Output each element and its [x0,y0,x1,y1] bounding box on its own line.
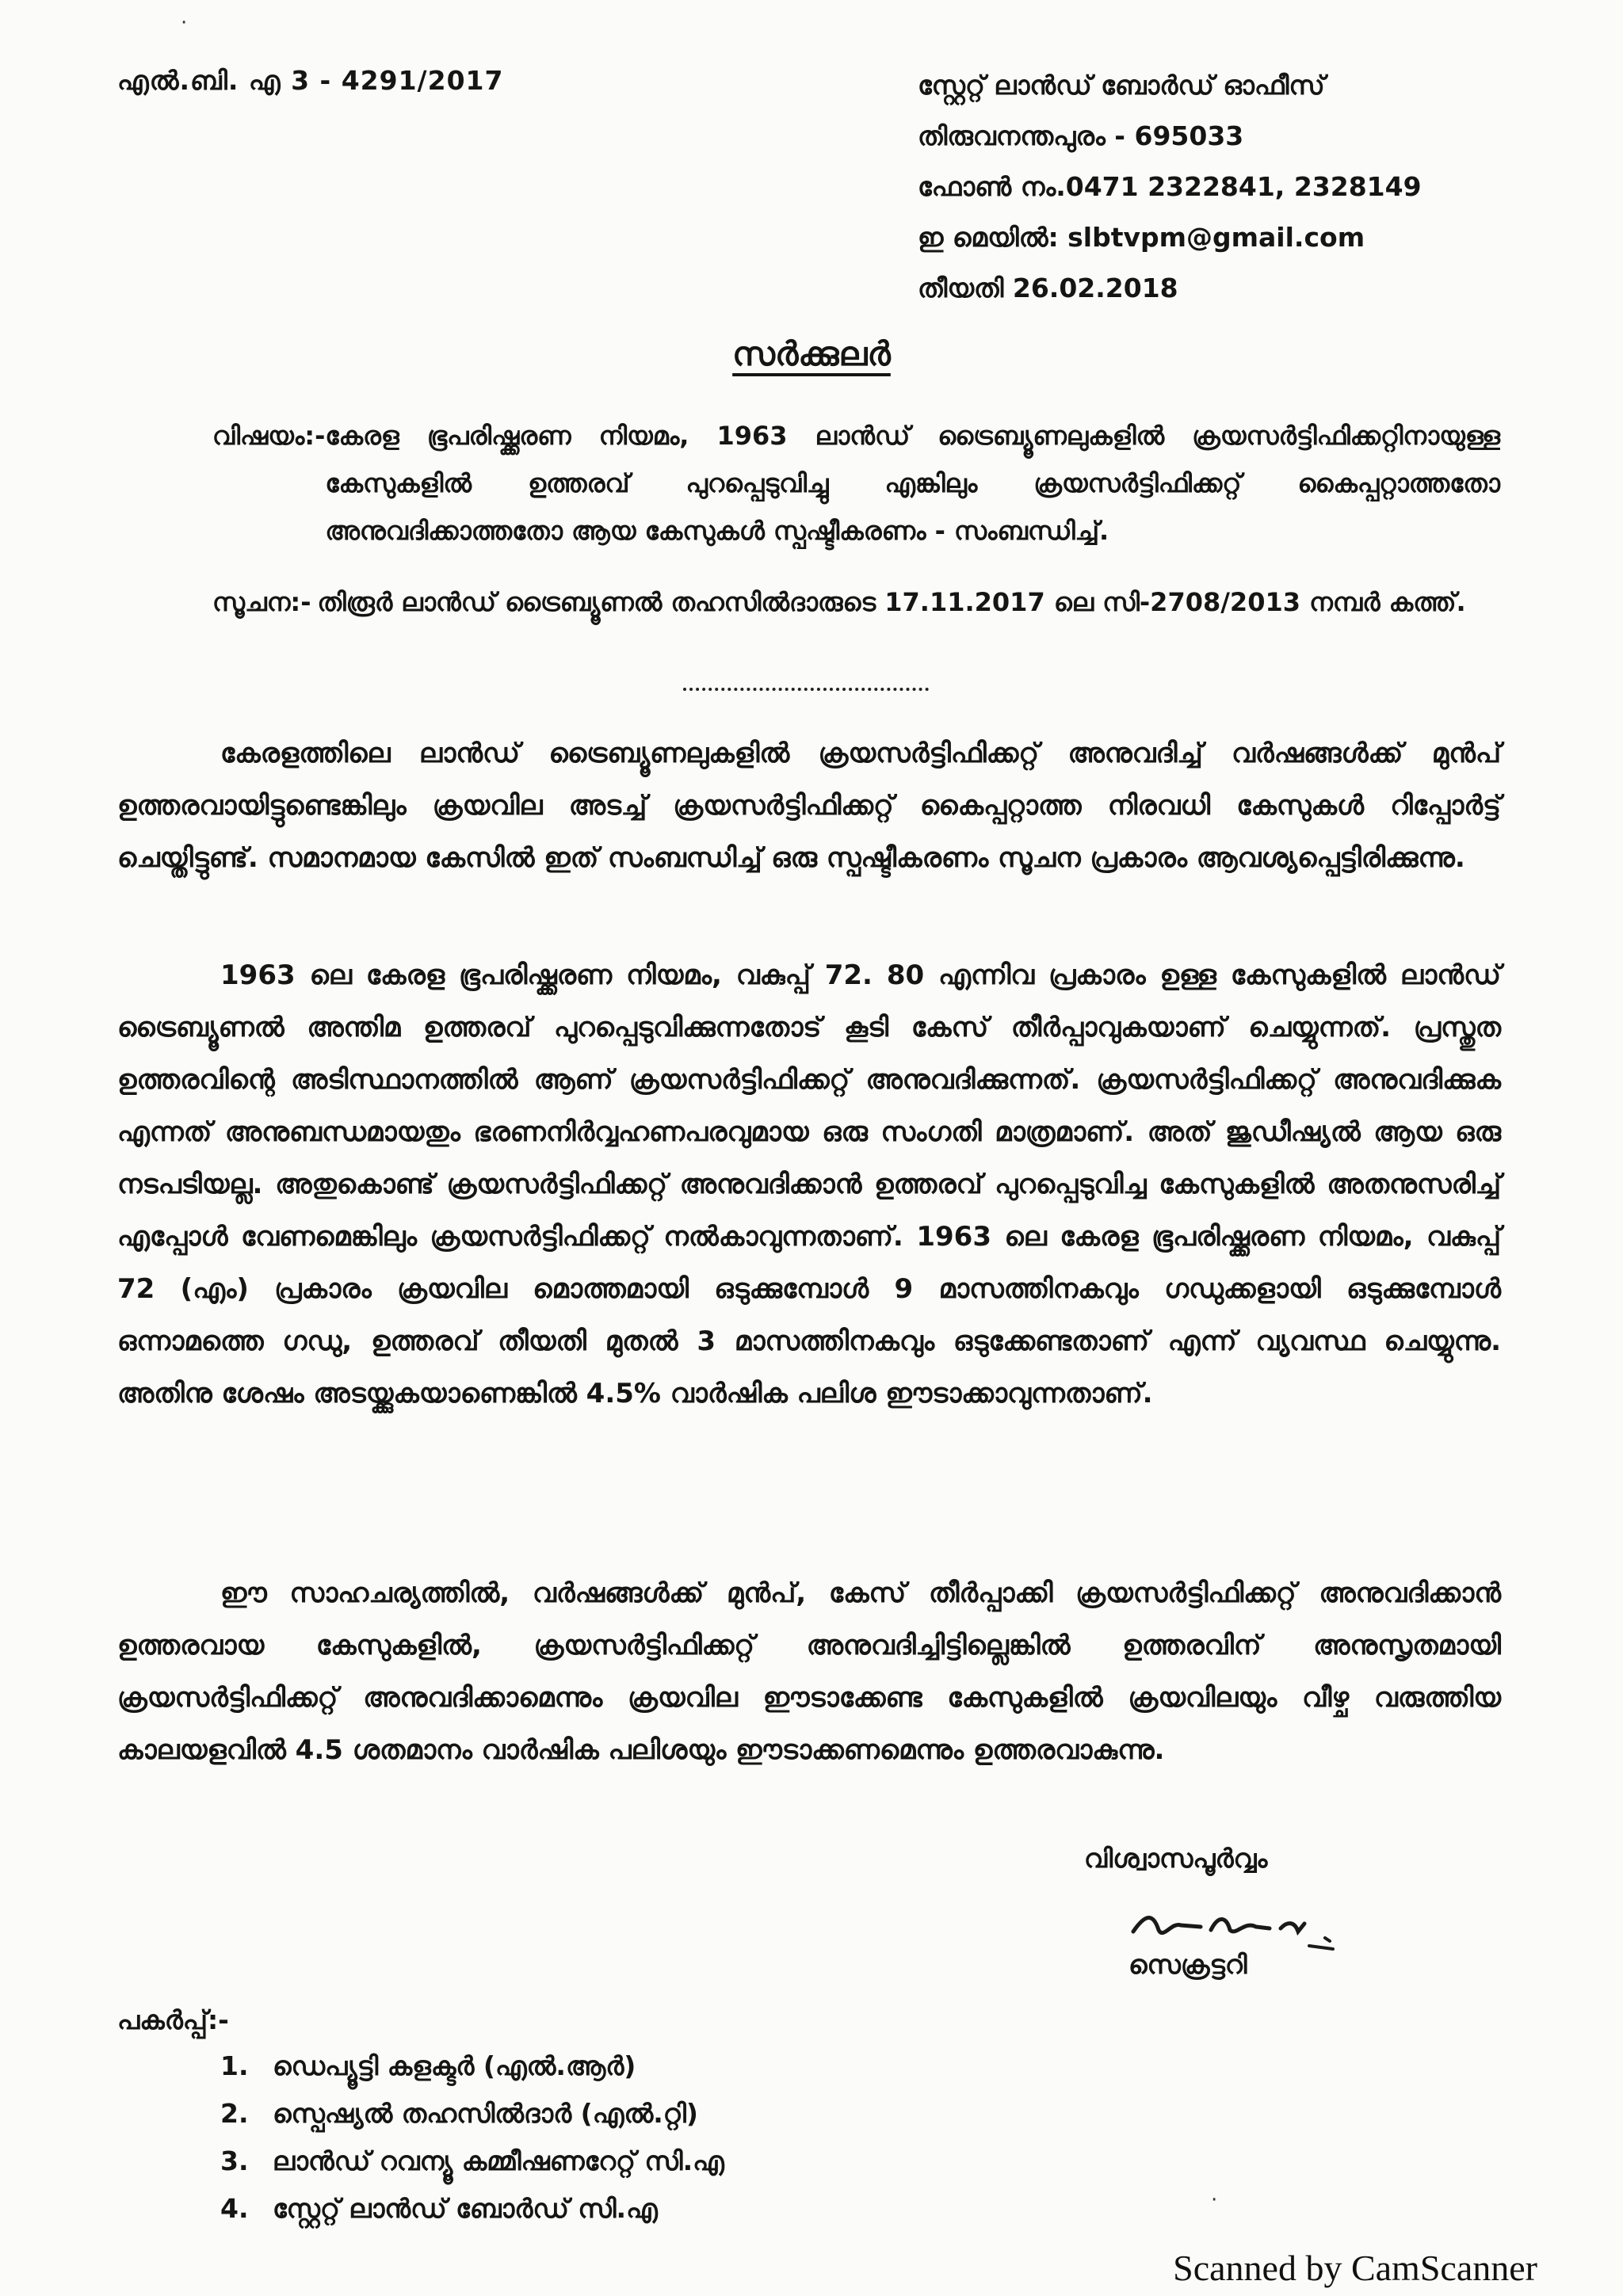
scan-speck: · [1211,2188,1218,2212]
office-phone: ഫോൺ നം.0471 2322841, 2328149 [918,171,1422,202]
subject-block [212,412,1500,555]
list-item [220,2185,724,2233]
list-item-number: 1. [220,2050,249,2081]
list-item [220,2090,724,2138]
reference-text: തിരൂർ ലാൻഡ് ട്രൈബ്യൂണൽ തഹസിൽദാരുടെ 17.11.2017 ലെ സി-2708/2013 നമ്പർ കത്ത്. [317,587,1466,617]
list-item-text: ഡെപ്യൂട്ടി കളക്ടർ (എൽ.ആർ) [273,2050,636,2081]
copy-to-list [220,2042,724,2233]
list-item-number: 3. [220,2145,249,2176]
scan-speck: · [181,11,188,35]
office-name: സ്റ്റേറ്റ് ലാൻഡ് ബോർഡ് ഓഫീസ് [918,70,1325,101]
list-item-text: സ്പെഷ്യൽ തഹസിൽദാർ (എൽ.റ്റി) [273,2098,698,2129]
paragraph-2: 1963 ലെ കേരള ഭൂപരിഷ്ക്കരണ നിയമം, വകുപ്പ് 72. 80 എന്നിവ പ്രകാരം ഉള്ള കേസുകളിൽ ലാൻഡ് ട്രൈബ്യൂണൽ അന്തിമ ഉത്തരവ് പുറപ്പെടുവിക്കുന്നതോട് കൂടി കേസ് തീർപ്പാവുകയാണ് ചെയ്യുന്നത്. പ്രസ്തുത ഉത്തരവിന്റെ അടിസ്ഥാനത്തിൽ ആണ് ക്രയസർട്ടിഫിക്കറ്റ് അനുവദിക്കുന്നത്. ക്രയസർട്ടിഫിക്കറ്റ് അനുവദിക്കുക എന്നത് അനുബന്ധമായതും ഭരണനിർവ്വഹണപരവുമായ ഒരു സംഗതി മാത്രമാണ്. അത് ജുഡീഷ്യൽ ആയ ഒരു നടപടിയല്ല. അതുകൊണ്ട് ക്രയസർട്ടിഫിക്കറ്റ് അനുവദിക്കാൻ ഉത്തരവ് പുറപ്പെടുവിച്ച കേസുകളിൽ അതനുസരിച്ച് എപ്പോൾ വേണമെങ്കിലും ക്രയസർട്ടിഫിക്കറ്റ് നൽകാവുന്നതാണ്. 1963 ലെ കേരള ഭൂപരിഷ്ക്കരണ നിയമം, വകുപ്പ് 72 (എം) പ്രകാരം ക്രയവില മൊത്തമായി ഒടുക്കുമ്പോൾ 9 മാസത്തിനകവും ഗഡുക്കളായി ഒടുക്കുമ്പോൾ ഒന്നാമത്തെ ഗഡു, ഉത്തരവ് തീയതി മുതൽ 3 മാസത്തിനകവും ഒടുക്കേണ്ടതാണ് എന്ന് വ്യവസ്ഥ ചെയ്യുന്നു. അതിനു ശേഷം അടയ്ക്കുകയാണെങ്കിൽ 4.5% വാർഷിക പലിശ ഈടാക്കാവുന്നതാണ്. [117,959,1501,1409]
reference-label: സൂചന:- [212,587,311,617]
document-title-text: സർക്കുലർ [732,334,891,373]
separator-line [683,688,929,691]
paragraph-3: ഈ സാഹചര്യത്തിൽ, വർഷങ്ങൾക്ക് മുൻപ്, കേസ് തീർപ്പാക്കി ക്രയസർട്ടിഫിക്കറ്റ് അനുവദിക്കാൻ ഉത്തരവായ കേസുകളിൽ, ക്രയസർട്ടിഫിക്കറ്റ് അനുവദിച്ചിട്ടില്ലെങ്കിൽ ഉത്തരവിന് അനുസൃതമായി ക്രയസർട്ടിഫിക്കറ്റ് അനുവദിക്കാമെന്നും ക്രയവില ഈടാക്കേണ്ട കേസുകളിൽ ക്രയവിലയും വീഴ്ച വരുത്തിയ കാലയളവിൽ 4.5 ശതമാനം വാർഷിക പലിശയും ഈടാക്കണമെന്നും ഉത്തരവാകുന്നു. [117,1577,1501,1766]
signatory-designation: സെക്രട്ടറി [1128,1949,1247,1980]
file-number: എൽ.ബി. എ 3 - 4291/2017 [117,65,504,96]
list-item [220,2138,724,2185]
closing-salutation: വിശ്വാസപൂർവ്വം [1084,1843,1268,1874]
reference-block [212,578,1500,626]
document-date: തീയതി 26.02.2018 [918,273,1178,303]
paragraph-1: കേരളത്തിലെ ലാൻഡ് ട്രൈബ്യൂണലുകളിൽ ക്രയസർട്ടിഫിക്കറ്റ് അനുവദിച്ച് വർഷങ്ങൾക്ക് മുൻപ് ഉത്തരവായിട്ടുണ്ടെങ്കിലും ക്രയവില അടച്ച് ക്രയസർട്ടിഫിക്കറ്റ് കൈപ്പറ്റാത്ത നിരവധി കേസുകൾ റിപ്പോർട്ട് ചെയ്തിട്ടുണ്ട്. സമാനമായ കേസിൽ ഇത് സംബന്ധിച്ച് ഒരു സ്പഷ്ടീകരണം സൂചന പ്രകാരം ആവശ്യപ്പെട്ടിരിക്കുന്നു. [117,738,1501,874]
office-email: ഇ മെയിൽ: slbtvpm@gmail.com [918,222,1365,253]
handwritten-signature [1125,1890,1363,1954]
office-address-block [918,60,1422,314]
list-item-text: സ്റ്റേറ്റ് ലാൻഡ് ബോർഡ് സി.എ [273,2193,658,2224]
subject-label: വിഷയം:- [212,421,326,451]
document-title [0,334,1623,374]
office-city: തിരുവനന്തപുരം - 695033 [918,120,1244,151]
scanner-watermark: Scanned by CamScanner [1173,2248,1537,2288]
copy-to-label: പകർപ്പ്:- [117,2004,229,2035]
list-item-number: 2. [220,2098,249,2129]
list-item-text: ലാൻഡ് റവന്യൂ കമ്മീഷണറേറ്റ് സി.എ [273,2145,724,2176]
list-item [220,2042,724,2090]
subject-text: കേരള ഭൂപരിഷ്ക്കരണ നിയമം, 1963 ലാൻഡ് ട്രൈബ്യൂണലുകളിൽ ക്രയസർട്ടിഫിക്കറ്റിനായുള്ള കേസുകളിൽ ഉത്തരവ് പുറപ്പെടുവിച്ചു എങ്കിലും ക്രയസർട്ടിഫിക്കറ്റ് കൈപ്പറ്റാത്തതോ അനുവദിക്കാത്തതോ ആയ കേസുകൾ സ്പഷ്ടീകരണം - സംബന്ധിച്ച്. [325,421,1500,546]
list-item-number: 4. [220,2193,249,2224]
